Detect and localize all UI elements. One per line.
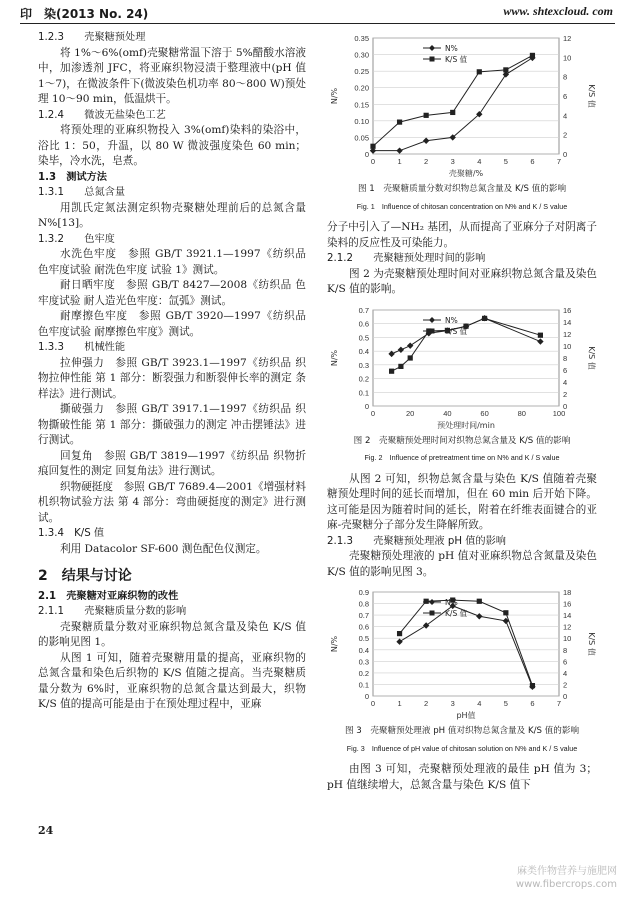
figure-3-caption-cn: 图 3 壳聚糖预处理液 pH 值对织物总氮含量及 K/S 值的影响 <box>344 726 580 736</box>
figure-2-caption-cn: 图 2 壳聚糖预处理时间对织物总氮含量及 K/S 值的影响 <box>353 435 571 446</box>
legend-marker <box>430 57 435 62</box>
x-tick-label: 40 <box>443 408 452 418</box>
y-left-tick-label: 0.20 <box>354 83 369 93</box>
data-point <box>538 332 543 337</box>
wash-fastness-text: 水洗色牢度 参照 GB/T 3921.1—1997《纺织品 色牢度试验 耐洗色牢度 试验 1》测试。 <box>38 248 306 276</box>
x-tick-label: 20 <box>406 408 415 418</box>
y-right-tick-label: 4 <box>563 668 568 678</box>
series-line <box>373 55 532 146</box>
figure-1-caption-cn: 图 1 壳聚糖质量分数对织物总氮含量及 K/S 值的影响 <box>357 184 567 194</box>
data-point <box>396 638 402 644</box>
y-right-tick-label: 4 <box>563 111 568 121</box>
x-tick-label: 7 <box>556 157 562 166</box>
x-tick-label: 5 <box>503 157 508 166</box>
data-point <box>503 610 508 615</box>
section-1-3-3-title: 1.3.3 机械性能 <box>38 342 126 353</box>
x-tick-label: 4 <box>477 157 482 166</box>
section-2-1-1-text-1: 壳聚糖质量分数对亚麻织物总氮含量及染色 K/S 值的影响见图 1。 <box>38 620 306 648</box>
legend-marker <box>429 317 435 323</box>
figure-2-caption-en: Fig. 2 Influence of pretreatment time on N% and K / S value <box>364 453 560 462</box>
section-1-2-3-title: 1.2.3 壳聚糖预处理 <box>38 32 146 43</box>
y-right-tick-label: 2 <box>563 389 568 399</box>
light-fastness-text: 耐日晒牢度 参照 GB/T 8427—2008《纺织品 色牢度试验 耐人造光色牢度：氙弧》测试。 <box>38 279 306 307</box>
y-right-tick-label: 10 <box>563 53 572 63</box>
watermark-cn: 麻类作物营养与施肥网 <box>517 866 617 877</box>
y-left-tick-label: 0.7 <box>358 611 369 621</box>
y-left-tick-label: 0.10 <box>354 116 369 126</box>
y-left-axis-label: N/% <box>330 349 339 366</box>
data-point <box>398 363 403 368</box>
y-right-tick-label: 10 <box>563 341 572 351</box>
y-left-tick-label: 0.7 <box>358 305 369 315</box>
y-right-tick-label: 12 <box>563 622 572 632</box>
section-1-3-1-text: 用凯氏定氮法测定织物壳聚糖处理前后的总氮含量 N%[13]。 <box>38 201 306 229</box>
legend-marker <box>430 611 435 616</box>
data-point <box>397 631 402 636</box>
section-1-3-1-title: 1.3.1 总氮含量 <box>38 187 126 198</box>
y-right-tick-label: 4 <box>563 377 568 387</box>
y-right-tick-label: 2 <box>563 130 568 140</box>
figure-3-caption-en: Fig. 3 Influence of pH value of chitosan solution on N% and K / S value <box>346 743 578 753</box>
legend-label: N% <box>445 44 458 53</box>
data-point <box>530 683 535 688</box>
section-2-1-3-text-1: 壳聚糖预处理液的 pH 值对亚麻织物总含氮量及染色 K/S 值的影响见图 3。 <box>327 550 597 578</box>
figure-2-chart <box>327 302 597 432</box>
section-2-title: 2 结果与讨论 <box>38 568 132 584</box>
y-right-tick-label: 18 <box>563 588 572 597</box>
legend-label: K/S 值 <box>445 326 468 336</box>
recovery-angle-text: 回复角 参照 GB/T 3819—1997《纺织品 织物折痕回复性的测定 回复角法》进行测试。 <box>38 449 306 477</box>
y-left-tick-label: 0.9 <box>358 588 369 597</box>
y-left-tick-label: 0.5 <box>358 634 369 644</box>
data-point <box>388 350 394 356</box>
legend-marker <box>429 45 435 51</box>
y-right-tick-label: 0 <box>563 150 568 159</box>
section-1-3-title: 1.3 测试方法 <box>38 171 107 183</box>
x-tick-label: 3 <box>450 157 455 166</box>
figure-3 <box>327 584 597 756</box>
x-tick-label: 3 <box>450 699 455 708</box>
data-point <box>396 147 402 153</box>
x-tick-label: 1 <box>397 699 402 708</box>
figure-1-chart <box>327 30 597 180</box>
y-right-tick-label: 14 <box>563 611 572 621</box>
data-point <box>477 599 482 604</box>
y-left-tick-label: 0 <box>364 401 369 411</box>
y-right-tick-label: 16 <box>563 305 572 315</box>
x-tick-label: 100 <box>552 408 566 418</box>
figure-3-chart <box>327 584 597 722</box>
data-point <box>370 144 375 149</box>
tear-strength-text: 撕破强力 参照 GB/T 3917.1—1997《纺织品 织物撕破性能 第 1 部分：撕破强力的测定 冲击摆锤法》进行测试。 <box>38 403 306 446</box>
continued-paragraph: 分子中引入了—NH₂ 基团，从而提高了亚麻分子对阴离子染料的反应性及可染能力。 <box>327 221 597 249</box>
legend-label: N% <box>445 315 458 325</box>
data-point <box>398 346 404 352</box>
y-right-tick-label: 2 <box>563 680 568 690</box>
data-point <box>477 69 482 74</box>
y-left-tick-label: 0.4 <box>358 645 369 655</box>
y-left-tick-label: 0.4 <box>358 346 369 356</box>
y-left-tick-label: 0 <box>364 150 369 159</box>
y-left-tick-label: 0.2 <box>358 374 369 384</box>
section-2-1-title: 2.1 壳聚糖对亚麻织物的改性 <box>38 590 179 602</box>
x-tick-label: 60 <box>480 408 489 418</box>
x-tick-label: 5 <box>503 699 508 708</box>
data-point <box>389 368 394 373</box>
legend-label: N% <box>445 598 458 607</box>
data-point <box>397 120 402 125</box>
data-point <box>537 338 543 344</box>
legend-marker <box>430 328 435 333</box>
y-left-tick-label: 0.8 <box>358 599 369 609</box>
x-tick-label: 0 <box>370 408 376 418</box>
y-right-axis-label: K/S 值 <box>587 84 596 108</box>
journal-title: 印 染(2013 No. 24) <box>20 7 149 21</box>
x-tick-label: 0 <box>370 157 376 166</box>
x-tick-label: 6 <box>530 157 535 166</box>
figure-1-caption-en: Fig. 1 Influence of chitosan concentration on N% and K / S value <box>356 201 568 211</box>
section-1-2-3-text: 将 1%～6%(omf)壳聚糖常温下溶于 5%醋酸水溶液中，加渗透剂 JFC，将亚麻织物浸渍于整理液中(pH 值 1～7)，在微波条件下(微波染色机功率 80～800 W)预处理 10～90 min，低温烘干。 <box>38 46 306 105</box>
y-left-tick-label: 0 <box>364 692 369 701</box>
x-tick-label: 80 <box>517 408 526 418</box>
section-2-1-2-text-2: 从图 2 可知，织物总氮含量与染色 K/S 值随着壳聚糖预处理时间的延长而增加，但在 60 min 后开始下降。这可能是因为随着时间的延长，附着在纤维表面键合的亚麻-壳聚糖分子部分发生降解所致。 <box>327 472 597 531</box>
section-1-3-4-title: 1.3.4 K/S 值 <box>38 528 105 539</box>
y-left-axis-label: N/% <box>330 87 339 105</box>
data-point <box>450 110 455 115</box>
section-1-3-2-title: 1.3.2 色牢度 <box>38 233 115 245</box>
x-tick-label: 6 <box>530 699 535 708</box>
y-right-tick-label: 10 <box>563 634 572 644</box>
data-point <box>530 53 535 58</box>
rubbing-fastness-text: 耐摩擦色牢度 参照 GB/T 3920—1997《纺织品 色牢度试验 耐摩擦色牢度》测试。 <box>38 310 306 338</box>
x-tick-label: 2 <box>424 699 429 708</box>
y-right-tick-label: 12 <box>563 34 572 43</box>
data-point <box>424 599 429 604</box>
section-1-2-4-title: 1.2.4 微波无盐染色工艺 <box>38 109 166 121</box>
y-right-tick-label: 0 <box>563 692 568 701</box>
data-point <box>408 355 413 360</box>
legend-label: K/S 值 <box>445 609 468 618</box>
y-left-tick-label: 0.35 <box>354 34 369 43</box>
y-left-tick-label: 0.1 <box>358 387 369 397</box>
right-column <box>327 30 597 793</box>
y-right-tick-label: 0 <box>563 401 568 411</box>
y-right-tick-label: 8 <box>563 72 568 82</box>
data-point <box>423 138 429 144</box>
section-2-1-1-title: 2.1.1 壳聚糖质量分数的影响 <box>38 606 187 617</box>
y-left-tick-label: 0.1 <box>358 680 369 690</box>
y-left-tick-label: 0.25 <box>354 67 369 77</box>
y-left-tick-label: 0.3 <box>358 360 369 370</box>
section-1-2-4-text: 将预处理的亚麻织物投入 3%(omf)染料的染浴中，浴比 1：50，升温，以 80 W 微波强度染色 60 min；染毕，冷水洗，皂煮。 <box>38 124 306 167</box>
data-point <box>503 67 508 72</box>
y-right-tick-label: 6 <box>563 365 568 375</box>
section-2-1-1-text-2: 从图 1 可知，随着壳聚糖用量的提高，亚麻织物的总氮含量和染色后织物的 K/S 值随之提高。当壳聚糖质量分数为 6%时，亚麻织物的总氮含量达到最大，织物 K/S 值的提高可能是由于在预处理过程中，亚麻 <box>38 651 306 710</box>
y-right-tick-label: 14 <box>563 317 572 327</box>
stiffness-text: 织物硬挺度 参照 GB/T 7689.4—2001《增强材料 机织物试验方法 第 4 部分：弯曲硬挺度的测定》进行测试。 <box>38 480 306 524</box>
plot-area <box>373 592 559 696</box>
x-axis-label: 预处理时间/min <box>437 420 495 430</box>
watermark <box>516 865 617 891</box>
figure-1 <box>327 30 597 214</box>
legend-label: K/S 值 <box>445 55 468 64</box>
x-axis-label: pH值 <box>456 711 476 720</box>
y-left-tick-label: 0.3 <box>358 657 369 667</box>
x-tick-label: 4 <box>477 699 482 708</box>
y-right-tick-label: 12 <box>563 329 572 339</box>
y-left-tick-label: 0.6 <box>358 319 369 329</box>
y-right-tick-label: 6 <box>563 657 568 667</box>
x-tick-label: 1 <box>397 157 402 166</box>
y-left-tick-label: 0.05 <box>354 133 369 143</box>
y-left-tick-label: 0.2 <box>358 668 369 678</box>
x-tick-label: 2 <box>424 157 429 166</box>
y-right-tick-label: 8 <box>563 353 568 363</box>
y-left-axis-label: N/% <box>330 635 339 653</box>
y-left-tick-label: 0.15 <box>354 100 369 110</box>
y-right-tick-label: 8 <box>563 645 568 655</box>
data-point <box>476 613 482 619</box>
legend-marker <box>429 599 435 605</box>
data-point <box>424 113 429 118</box>
data-point <box>482 315 487 320</box>
header-rule <box>20 23 615 24</box>
series-line <box>400 606 533 687</box>
data-point <box>407 342 413 348</box>
left-column <box>38 30 306 713</box>
section-2-1-2-text-1: 图 2 为壳聚糖预处理时间对亚麻织物总氮含量及染色 K/S 值的影响。 <box>327 267 597 295</box>
section-2-1-3-title: 2.1.3 壳聚糖预处理液 pH 值的影响 <box>327 535 506 547</box>
x-tick-label: 0 <box>370 699 376 708</box>
tensile-strength-text: 拉伸强力 参照 GB/T 3923.1—1997《纺织品 织物拉伸性能 第 1 部分：断裂强力和断裂伸长率的测定 条样法》进行测试。 <box>38 356 306 400</box>
page-number: 24 <box>38 824 54 837</box>
section-1-3-4-text: 利用 Datacolor SF-600 测色配色仪测定。 <box>60 542 267 555</box>
y-right-tick-label: 16 <box>563 599 572 609</box>
watermark-url: www.fibercrops.com <box>515 879 617 890</box>
section-2-1-2-title: 2.1.2 壳聚糖预处理时间的影响 <box>327 253 486 264</box>
y-left-tick-label: 0.5 <box>358 332 369 342</box>
x-axis-label: 壳聚糖/% <box>448 169 484 178</box>
x-tick-label: 7 <box>556 699 562 708</box>
figure-2 <box>327 302 597 466</box>
section-2-1-3-text-2: 由图 3 可知，壳聚糖预处理液的最佳 pH 值为 3；pH 值继续增大，总氮含量与染色 K/S 值下 <box>327 763 597 791</box>
y-right-axis-label: K/S 值 <box>587 632 596 656</box>
journal-url: www. shtexcloud. com <box>503 4 613 18</box>
y-left-tick-label: 0.30 <box>354 50 369 60</box>
y-right-axis-label: K/S 值 <box>587 345 596 370</box>
y-right-tick-label: 6 <box>563 92 568 101</box>
y-left-tick-label: 0.6 <box>358 622 369 632</box>
